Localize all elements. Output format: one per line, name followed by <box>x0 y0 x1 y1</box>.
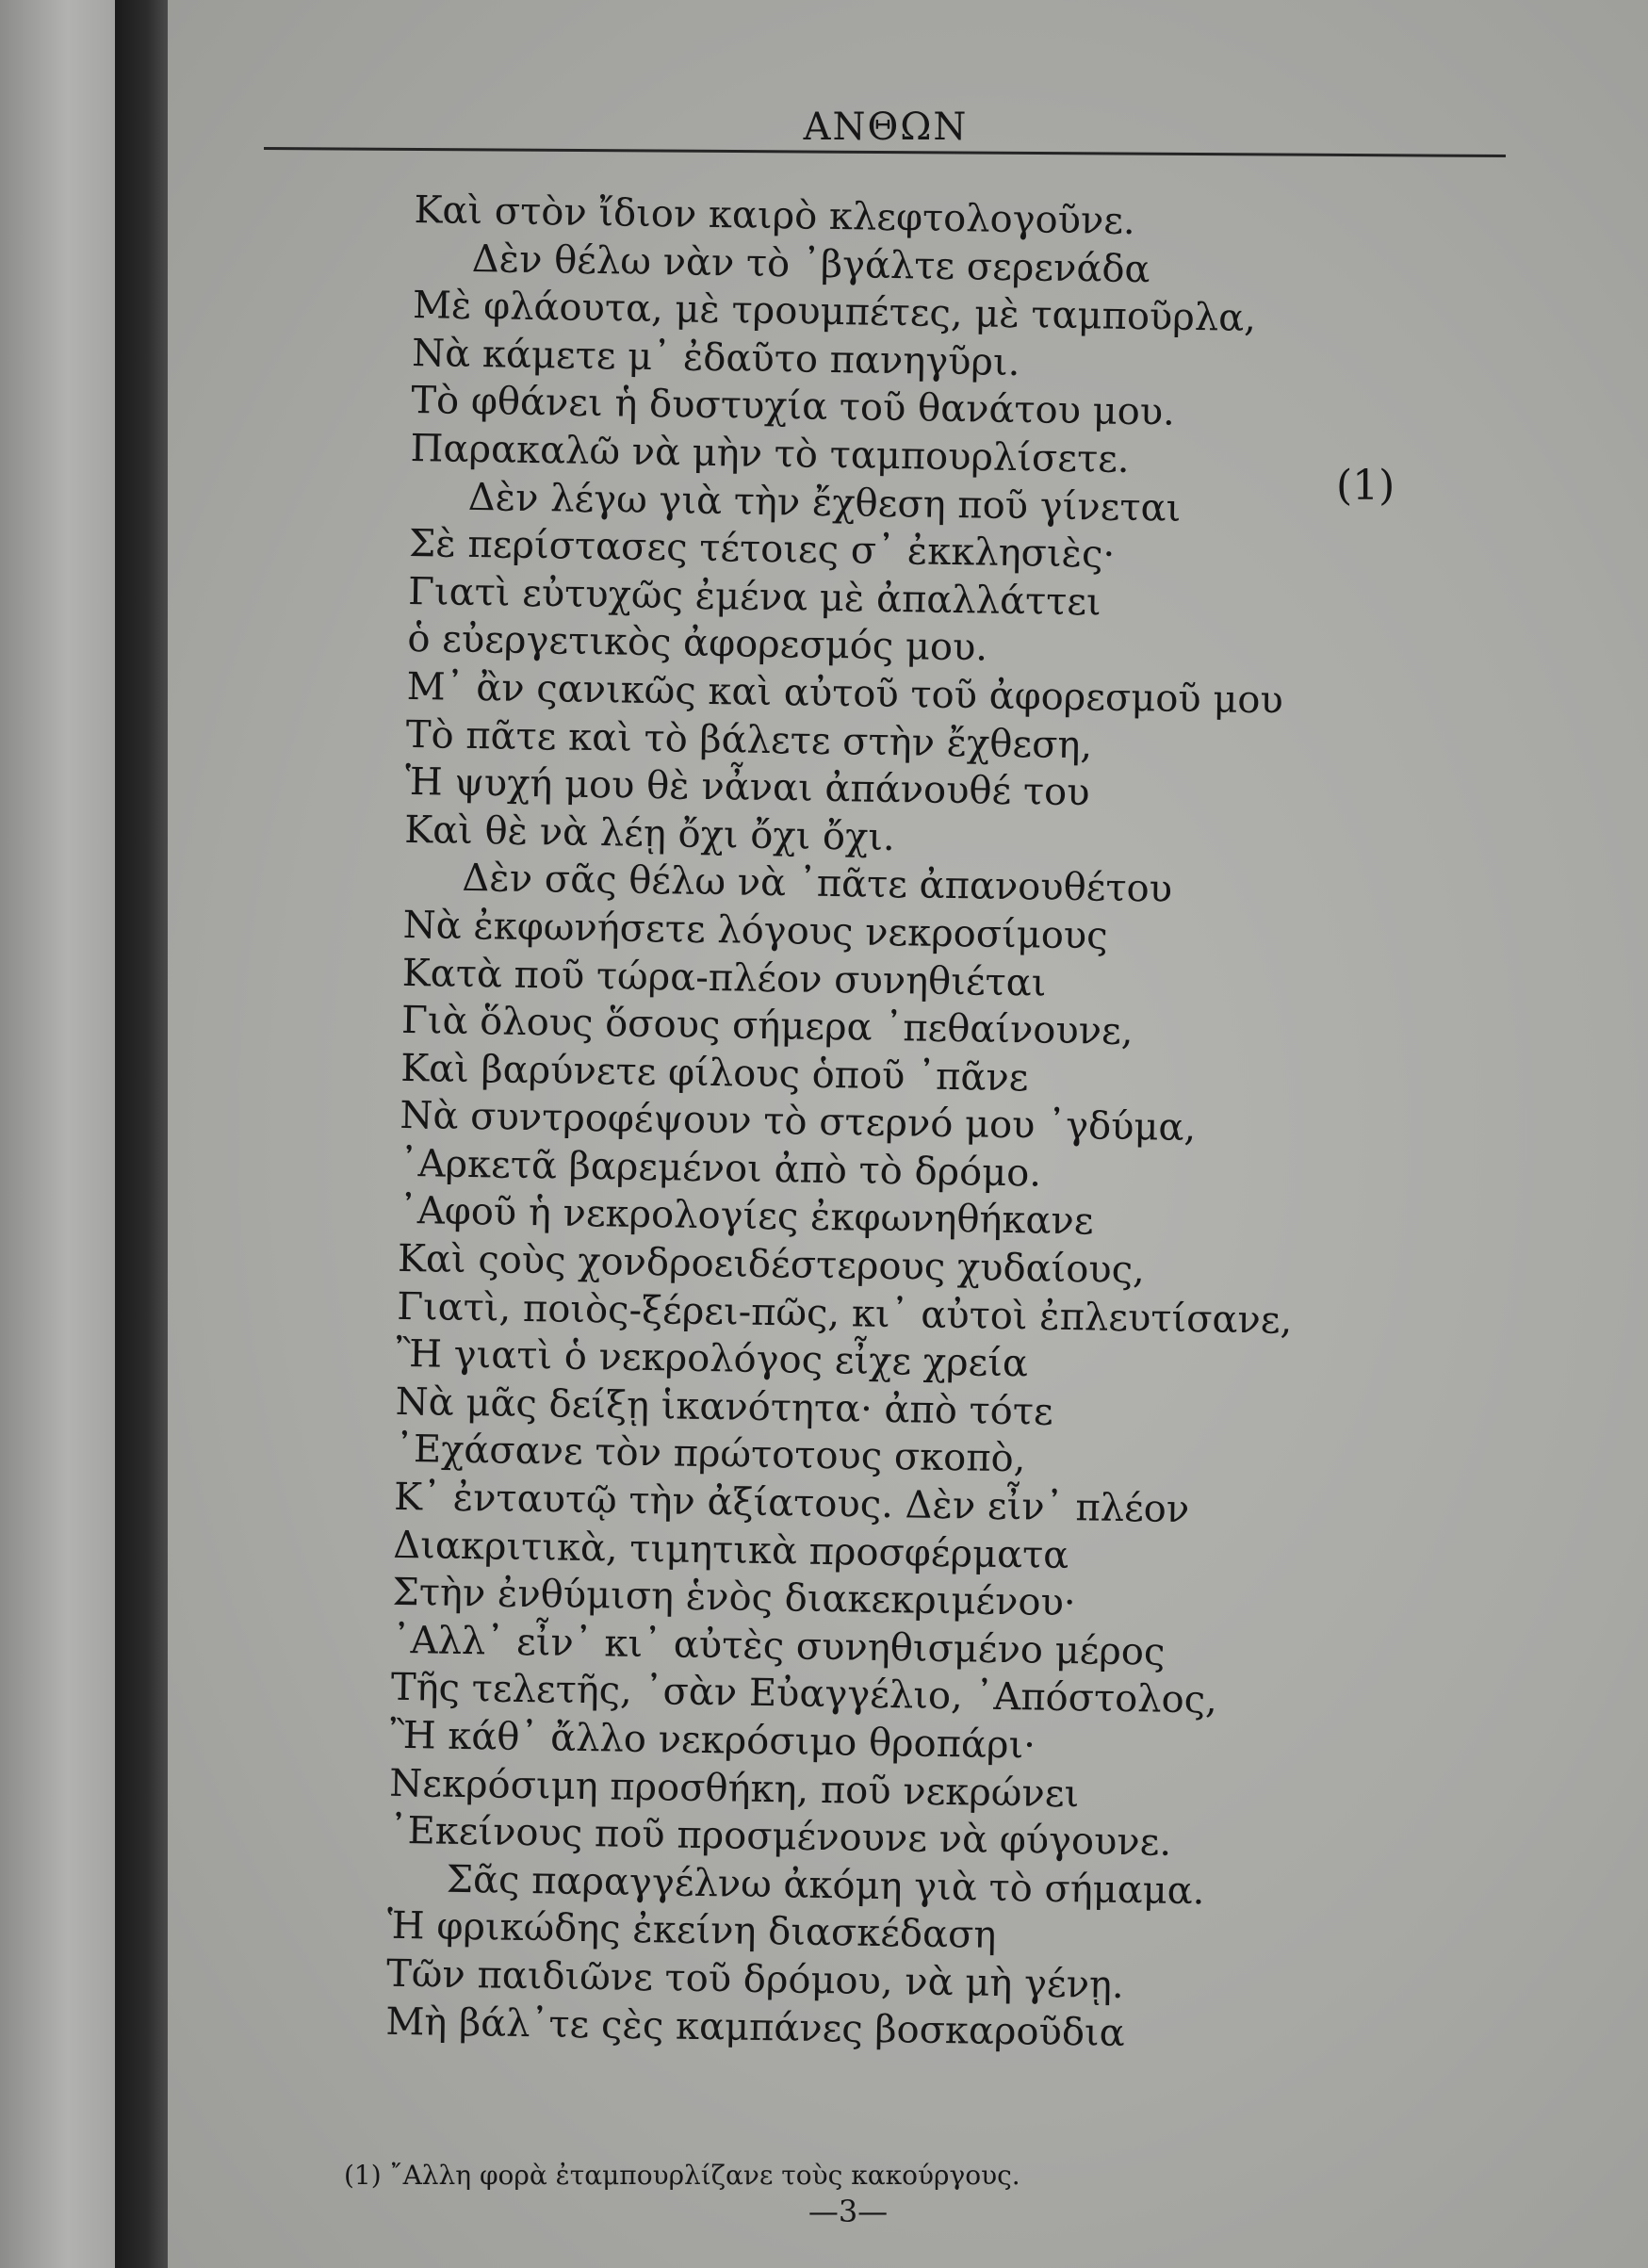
poem-line: Διακριτικὰ, τιμητικὰ προσφέρματα <box>392 1523 1069 1577</box>
poem-line: Γιατὶ εὐτυχῶς ἐμένα μὲ ἀπαλλάττει <box>407 569 1102 625</box>
footnote: (1) ῎Αλλη φορὰ ἐταμπουρλίζανε τοὺς κακούργους. <box>344 2160 1020 2191</box>
poem-line: Ἢ κάθ᾿ ἄλλο νεκρόσιμο θροπάρι· <box>389 1713 1036 1768</box>
poem-line: Νὰ μᾶς δείξῃ ἱκανότητα· ἀπὸ τότε <box>395 1379 1053 1434</box>
poem-line: Νὰ ἐκφωνήσετε λόγους νεκροσίμους <box>402 903 1108 958</box>
poem-line: ὁ εὐεργετικὸς ἀφορεσμός μου. <box>407 617 988 670</box>
poem-line: Γιὰ ὅλους ὅσους σήμερα ᾿πεθαίνουνε, <box>400 998 1134 1054</box>
poem-line: Νὰ κάμετε μ᾿ ἐδαῦτο πανηγῦρι. <box>411 331 1020 384</box>
poem-line: Δὲν λέγω γιὰ τὴν ἔχθεση ποῦ γίνεται <box>467 475 1182 530</box>
running-head: ΑΝΘΩΝ <box>803 106 969 149</box>
poem-line: Νεκρόσιμη προσθήκη, ποῦ νεκρώνει <box>389 1761 1080 1816</box>
poem-line: Δὲν θέλω νὰν τὸ ᾿βγάλτε σερενάδα <box>471 237 1150 291</box>
poem-line: Καὶ στὸν ἴδιον καιρὸ κλεφτολογοῦνε. <box>414 188 1136 244</box>
book-spine-shadow <box>115 0 168 2268</box>
poem-line: Παρακαλῶ νὰ μὴν τὸ ταμπουρλίσετε. <box>410 426 1130 481</box>
poem-line: Σᾶς παραγγέλνω ἀκόμη γιὰ τὸ σήμαμα. <box>446 1857 1205 1914</box>
poem-line: Μὴ βάλ᾿τε ςὲς καμπάνες βοσκαροῦδια <box>385 1999 1126 2055</box>
page-number: —3— <box>808 2194 889 2229</box>
poem-line: Ἡ ψυχή μου θὲ νἆναι ἀπάνουθέ του <box>404 760 1090 815</box>
poem-line: Σὲ περίστασες τέτοιες σ᾿ ἐκκλησιὲς· <box>408 522 1116 577</box>
poem-line: Τῆς τελετῆς, ᾿σὰν Εὐαγγέλιο, ᾿Απόστολος, <box>390 1666 1218 1722</box>
poem-line: Τὸ πᾶτε καὶ τὸ βάλετε στὴν ἔχθεση, <box>405 712 1093 767</box>
poem-line: Ἢ γιατὶ ὁ νεκρολόγος εἶχε χρεία <box>396 1332 1029 1386</box>
poem-line: ᾿Αλλ᾿ εἶν᾿ κι᾿ αὐτὲς συνηθισμένο μέρος <box>391 1618 1166 1674</box>
poem-line: Ἡ φρικώδης ἐκείνη διασκέδαση <box>386 1904 997 1958</box>
poem-line: Στὴν ἐνθύμιση ἑνὸς διακεκριμένου· <box>392 1571 1076 1625</box>
poem-line: Νὰ συντροφέψουν τὸ στερνό μου ᾿γδύμα, <box>400 1094 1197 1150</box>
book-binding-edge <box>0 0 122 2268</box>
poem-line: Γιατὶ, ποιὸς-ξέρει-πῶς, κι᾿ αὐτοὶ ἐπλευτίσανε, <box>396 1284 1293 1343</box>
poem-line: ᾿Εκείνους ποῦ προσμένουνε νὰ φύγουνε. <box>388 1808 1172 1866</box>
poem-line: Μ᾿ ἂν ςανικῶς καὶ αὐτοῦ τοῦ ἀφορεσμοῦ μου <box>406 664 1284 723</box>
poem-line: Καὶ θὲ νὰ λέῃ ὄχι ὄχι ὄχι. <box>403 808 896 859</box>
poem-line: Δὲν σᾶς θέλω νὰ ᾿πᾶτε ἀπανουθέτου <box>462 857 1173 912</box>
poem-line: ᾿Αρκετᾶ βαρεμένοι ἀπὸ τὸ δρόμο. <box>399 1141 1042 1196</box>
poem-line: Μὲ φλάουτα, μὲ τρουμπέτες, μὲ ταμποῦρλα, <box>412 284 1257 341</box>
poem-line: Καὶ ςοὺς χονδροειδέστερους χυδαίους, <box>397 1236 1146 1293</box>
poem-line: Τὸ φθάνει ἡ δυστυχία τοῦ θανάτου μου. <box>411 379 1176 435</box>
poem-line: ᾿Εχάσανε τὸν πρώτοτους σκοπὸ, <box>394 1428 1026 1481</box>
poem-line: ᾿Αφοῦ ἡ νεκρολογίες ἐκφωνηθήκανε <box>398 1189 1094 1244</box>
poem-line: Καὶ βαρύνετε φίλους ὁποῦ ᾿πᾶνε <box>400 1046 1029 1101</box>
footnote-marker: (1) <box>1336 462 1395 510</box>
poem-line: Κ᾿ ἐνταυτῷ τὴν ἀξίατους. Δὲν εἶν᾿ πλέον <box>393 1475 1190 1532</box>
poem-line: Τῶν παιδιῶνε τοῦ δρόμου, νὰ μὴ γένῃ. <box>385 1951 1125 2008</box>
poem-line: Κατὰ ποῦ τώρα-πλέον συνηθιέται <box>401 951 1047 1005</box>
